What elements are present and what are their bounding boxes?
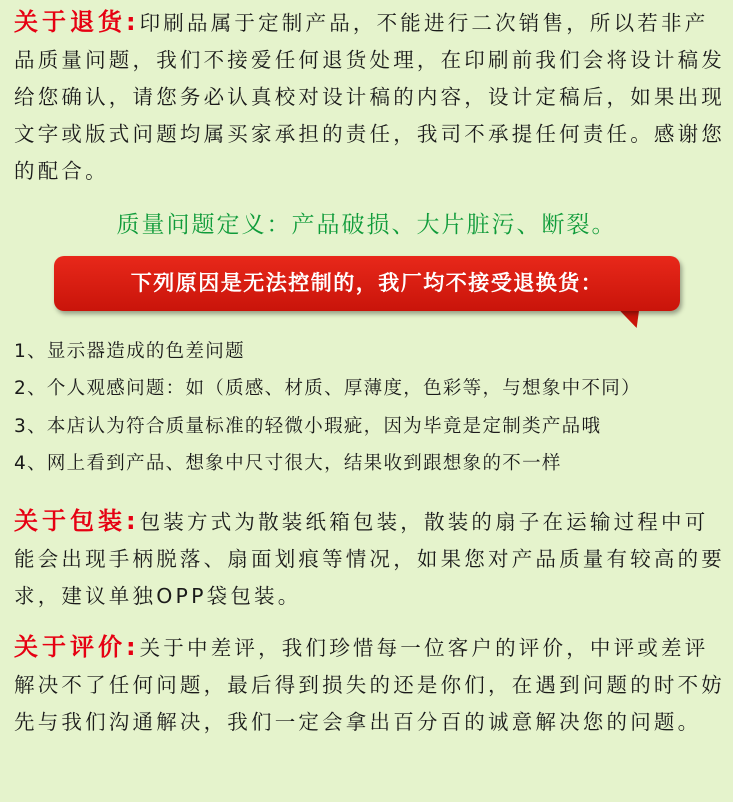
reviews-heading: 关于评价:: [14, 633, 140, 661]
returns-section: [14, 4, 726, 190]
reasons-list: [14, 333, 726, 482]
list-item: 1、显示器造成的色差问题: [14, 341, 245, 362]
packaging-heading: 关于包装:: [14, 507, 140, 535]
banner-tail: [617, 308, 648, 328]
reviews-section: [14, 629, 726, 741]
list-item: 4、网上看到产品、想象中尺寸很大，结果收到跟想象的不一样: [14, 452, 562, 474]
list-item: 2、个人观感问题：如（质感、材质、厚薄度，色彩等，与想象中不同）: [14, 378, 641, 400]
returns-heading: 关于退货:: [14, 8, 140, 36]
packaging-text: 包装方式为散装纸箱包装，散装的扇子在运输过程中可能会出现手柄脱落、扇面划痕等情况，如果您对产品质量有较高的要求，建议单独OPP袋包装。: [14, 510, 725, 608]
banner-callout: [54, 256, 680, 330]
reviews-text: 关于中差评，我们珍惜每一位客户的评价，中评或差评解决不了任何问题，最后得到损失的还是你们，在遇到问题的时不妨先与我们沟通解决，我们一定会拿出百分百的诚意解决您的问题。: [14, 636, 725, 734]
list-item: 3、本店认为符合质量标准的轻微小瑕疵，因为毕竟是定制类产品哦: [14, 415, 602, 437]
packaging-section: [14, 503, 726, 615]
returns-text: 印刷品属于定制产品，不能进行二次销售，所以若非产品质量问题，我们不接爱任何退货处理，在印刷前我们会将设计稿发给您确认，请您务必认真校对设计稿的内容，设计定稿后，如果出现文字或版式问题均属买家承担的责任，我司不承提任何责任。感谢您的配合。: [14, 11, 725, 183]
quality-definition: 质量问题定义：产品破损、大片脏污、断裂。: [116, 212, 617, 238]
banner-text: 下列原因是无法控制的，我厂均不接受退换货：: [54, 256, 680, 311]
